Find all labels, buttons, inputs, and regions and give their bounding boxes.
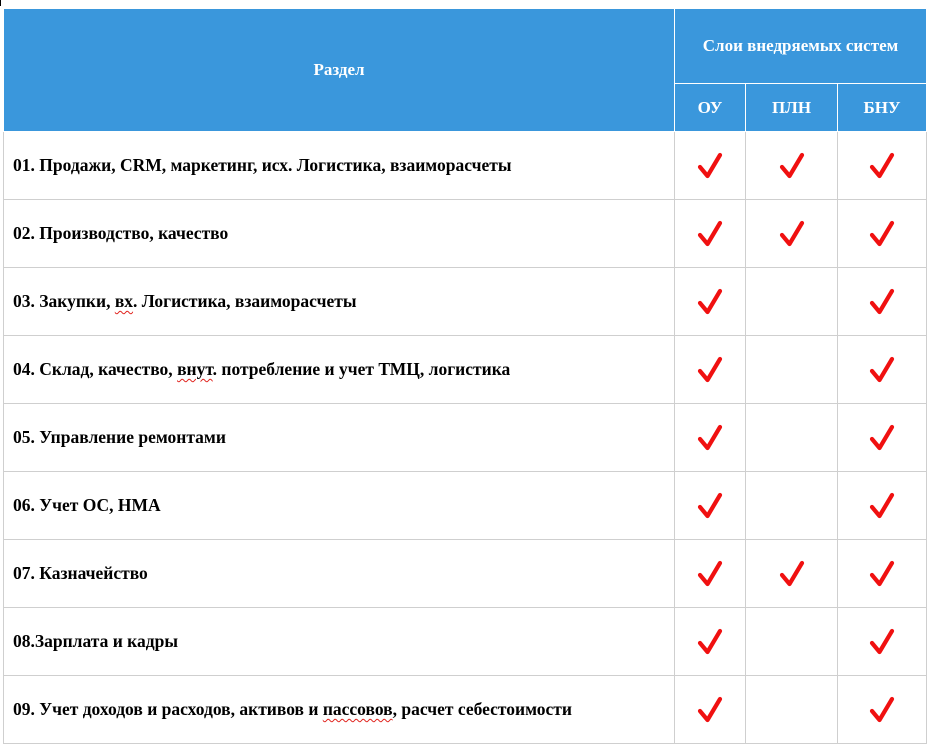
cell-pln <box>746 472 838 540</box>
row-section-label <box>4 200 675 268</box>
checkmark-icon <box>779 224 805 241</box>
checkmark-icon <box>697 224 723 241</box>
spellcheck-word: пассовов <box>322 699 393 719</box>
table-row <box>4 676 927 744</box>
label-text: . Логистика, взаиморасчеты <box>133 291 357 311</box>
label-text: 05. Управление ремонтами <box>13 427 226 447</box>
cell-bnu <box>838 268 927 336</box>
cell-ou <box>675 132 746 200</box>
checkmark-icon <box>697 292 723 309</box>
row-section-label <box>4 676 675 744</box>
cell-bnu <box>838 608 927 676</box>
header-col-ou: ОУ <box>675 84 746 132</box>
header-layers-group: Слои внедряемых систем <box>675 9 927 84</box>
cell-pln <box>746 608 838 676</box>
row-section-label <box>4 404 675 472</box>
table-row <box>4 472 927 540</box>
checkmark-icon <box>869 156 895 173</box>
cell-bnu <box>838 540 927 608</box>
cell-ou <box>675 608 746 676</box>
checkmark-icon <box>697 564 723 581</box>
edge-mark <box>0 0 1 6</box>
spellcheck-word: внут <box>177 359 213 379</box>
label-text: 09. Учет доходов и расходов, активов и <box>13 699 323 719</box>
row-section-label <box>4 336 675 404</box>
cell-ou <box>675 268 746 336</box>
checkmark-icon <box>697 428 723 445</box>
cell-pln <box>746 336 838 404</box>
cell-ou <box>675 200 746 268</box>
cell-ou <box>675 540 746 608</box>
checkmark-icon <box>869 564 895 581</box>
label-text: 04. Склад, качество, <box>13 359 178 379</box>
checkmark-icon <box>869 428 895 445</box>
checkmark-icon <box>697 360 723 377</box>
label-text: 02. Производство, качество <box>13 223 229 243</box>
cell-bnu <box>838 676 927 744</box>
table-row <box>4 404 927 472</box>
checkmark-icon <box>779 564 805 581</box>
cell-bnu <box>838 132 927 200</box>
cell-ou <box>675 336 746 404</box>
cell-bnu <box>838 200 927 268</box>
cell-bnu <box>838 404 927 472</box>
row-section-label <box>4 540 675 608</box>
checkmark-icon <box>869 632 895 649</box>
label-text: 06. Учет ОС, НМА <box>13 495 161 515</box>
label-text: 08.Зарплата и кадры <box>13 631 179 651</box>
table-row <box>4 608 927 676</box>
table-row <box>4 200 927 268</box>
cell-bnu <box>838 472 927 540</box>
row-section-label <box>4 268 675 336</box>
header-section: Раздел <box>4 9 675 132</box>
checkmark-icon <box>869 700 895 717</box>
cell-ou <box>675 472 746 540</box>
table-row <box>4 268 927 336</box>
systems-layers-table <box>3 8 927 744</box>
checkmark-icon <box>697 632 723 649</box>
checkmark-icon <box>869 360 895 377</box>
row-section-label <box>4 132 675 200</box>
table-row <box>4 540 927 608</box>
checkmark-icon <box>779 156 805 173</box>
cell-pln <box>746 268 838 336</box>
cell-ou <box>675 404 746 472</box>
cell-pln <box>746 540 838 608</box>
checkmark-icon <box>869 224 895 241</box>
label-text: , расчет себестоимости <box>392 699 572 719</box>
checkmark-icon <box>697 156 723 173</box>
label-text: . потребление и учет ТМЦ, логистика <box>212 359 511 379</box>
cell-pln <box>746 676 838 744</box>
cell-pln <box>746 200 838 268</box>
table-body <box>4 132 927 744</box>
cell-ou <box>675 676 746 744</box>
cell-bnu <box>838 336 927 404</box>
spellcheck-word: вх <box>114 291 134 311</box>
row-section-label <box>4 608 675 676</box>
header-col-pln: ПЛН <box>746 84 838 132</box>
label-text: 03. Закупки, <box>13 291 115 311</box>
table-row <box>4 132 927 200</box>
table-row <box>4 336 927 404</box>
label-text: 01. Продажи, CRM, маркетинг, исх. Логистика, взаиморасчеты <box>13 155 512 175</box>
cell-pln <box>746 404 838 472</box>
checkmark-icon <box>697 700 723 717</box>
checkmark-icon <box>697 496 723 513</box>
checkmark-icon <box>869 292 895 309</box>
label-text: 07. Казначейство <box>13 563 148 583</box>
cell-pln <box>746 132 838 200</box>
checkmark-icon <box>869 496 895 513</box>
row-section-label <box>4 472 675 540</box>
header-col-bnu: БНУ <box>838 84 927 132</box>
